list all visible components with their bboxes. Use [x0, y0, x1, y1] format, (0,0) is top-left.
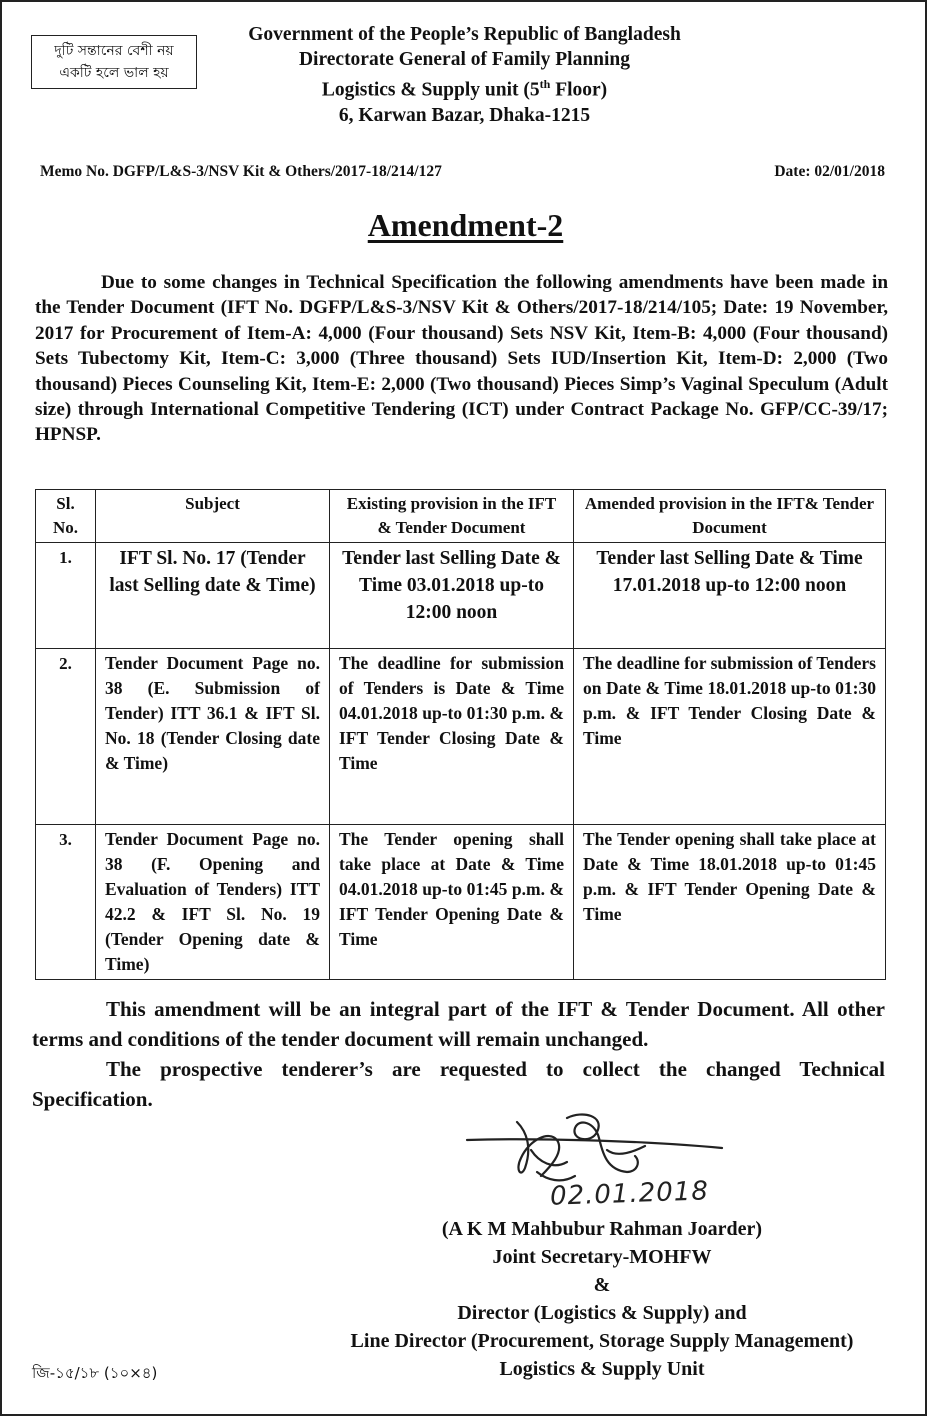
signatory-title-2: Director (Logistics & Supply) and	[457, 1302, 747, 1324]
header-unit-sup: th	[539, 77, 551, 91]
slogan-box	[31, 35, 197, 89]
header-address: 6, Karwan Bazar, Dhaka-1215	[338, 104, 591, 126]
header-sl: Sl. No.	[36, 490, 96, 543]
slogan-line-1: দুটি সন্তানের বেশী নয়	[54, 43, 174, 59]
header-government: Government of the People’s Republic of Bangladesh	[248, 24, 681, 45]
signatory-block	[302, 1215, 902, 1383]
row-subject: Tender Document Page no. 38 (F. Opening and Evaluation of Tenders) ITT 42.2 & IFT Sl. No. 19 (Tender Opening date & Time)	[96, 825, 330, 980]
signatory-ampersand: &	[593, 1274, 611, 1296]
row-amended: The deadline for submission of Tenders on Date & Time 18.01.2018 up-to 01:30 p.m. & IFT Tender Closing Date & Time	[574, 649, 886, 825]
document-title: Amendment-2	[367, 207, 564, 243]
closing-paragraph-2: The prospective tenderer’s are requested to collect the changed Technical Specification.	[32, 1057, 885, 1111]
row-existing: The deadline for submission of Tenders is Date & Time 04.01.2018 up-to 01:30 p.m. & IFT Tender Closing Date & Time	[330, 649, 574, 825]
header-directorate: Directorate General of Family Planning	[298, 49, 631, 70]
table-header-row	[36, 490, 886, 543]
header-amended: Amended provision in the IFT& Tender Document	[574, 490, 886, 543]
handwritten-date: 02.01.2018	[549, 1176, 710, 1212]
signatory-title-3: Line Director (Procurement, Storage Supply Management)	[350, 1330, 854, 1352]
signatory-title-4: Logistics & Supply Unit	[499, 1358, 705, 1380]
row-existing: The Tender opening shall take place at Date & Time 04.01.2018 up-to 01:45 p.m. & IFT Tender Opening Date & Time	[330, 825, 574, 980]
memo-date: Date: 02/01/2018	[774, 163, 885, 180]
memo-number: Memo No. DGFP/L&S-3/NSV Kit & Others/2017-18/214/127	[40, 163, 442, 180]
header-unit-post: Floor)	[550, 79, 608, 101]
header-subject: Subject	[96, 490, 330, 543]
header-existing: Existing provision in the IFT & Tender Document	[330, 490, 574, 543]
row-sl: 3.	[36, 825, 96, 980]
table-row	[36, 825, 886, 980]
header-unit-pre: Logistics & Supply unit (5	[321, 79, 540, 101]
row-sl: 1.	[36, 543, 96, 649]
signatory-title-1: Joint Secretary-MOHFW	[492, 1246, 712, 1268]
footer-code: জি-১৫/১৮ (১০×৪)	[32, 1364, 158, 1382]
signatory-name: (A K M Mahbubur Rahman Joarder)	[441, 1218, 763, 1240]
row-subject: IFT Sl. No. 17 (Tender last Selling date & Time)	[96, 543, 330, 649]
header-unit	[202, 72, 727, 103]
row-existing: Tender last Selling Date & Time 03.01.2018 up-to 12:00 noon	[330, 543, 574, 649]
intro-paragraph: Due to some changes in Technical Specification the following amendments have been made in the Tender Document (IFT No. DGFP/L&S-3/NSV Kit & Others/2017-18/214/105; Date: 19 November, 2017 for Procurement of Item-A: 4,000 (Four thousand) Sets NSV Kit, Item-B: 4,000 (Four thousand) Sets Tubectomy Kit, Item-C: 3,000 (Three thousand) Sets IUD/Insertion Kit, Item-D: 2,000 (Two thousand) Pieces Counseling Kit, Item-E: 2,000 (Two thousand) Pieces Simp’s Vaginal Speculum (Adult size) through International Competitive Tendering (ICT) under Contract Package No. GFP/CC-39/17; HPNSP.	[35, 272, 888, 446]
slogan-line-2: একটি হলে ভাল হয়	[59, 65, 169, 81]
row-subject: Tender Document Page no. 38 (E. Submission of Tender) ITT 36.1 & IFT Sl. No. 18 (Tender Closing date & Time)	[96, 649, 330, 825]
row-amended: The Tender opening shall take place at Date & Time 18.01.2018 up-to 01:45 p.m. & IFT Tender Opening Date & Time	[574, 825, 886, 980]
amendment-table	[35, 489, 886, 980]
letterhead	[202, 22, 727, 128]
table-row	[36, 649, 886, 825]
table-row	[36, 543, 886, 649]
closing-paragraph-1: This amendment will be an integral part of the IFT & Tender Document. All other terms and conditions of the tender document will remain unchanged.	[32, 997, 885, 1051]
closing-section	[32, 994, 885, 1114]
row-sl: 2.	[36, 649, 96, 825]
row-amended: Tender last Selling Date & Time 17.01.2018 up-to 12:00 noon	[574, 543, 886, 649]
